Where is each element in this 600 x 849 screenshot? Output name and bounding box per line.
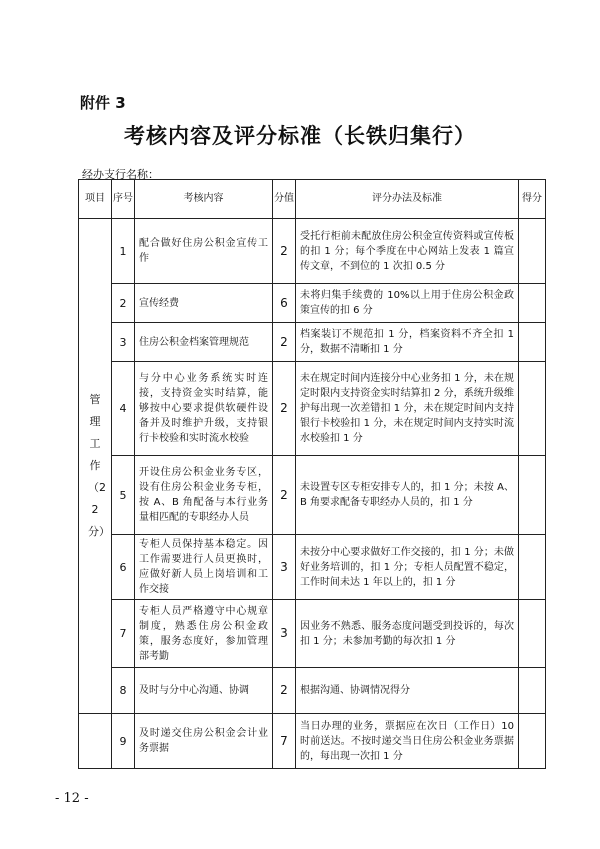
table-row xyxy=(79,284,546,323)
row-score: 2 xyxy=(273,219,296,284)
header-seq: 序号 xyxy=(112,180,135,219)
row-got xyxy=(519,668,546,714)
header-score: 分值 xyxy=(273,180,296,219)
row-score: 6 xyxy=(273,284,296,323)
category-cell-continued xyxy=(79,714,112,769)
category-cell xyxy=(79,219,112,714)
page-title: 考核内容及评分标准（长铁归集行） xyxy=(124,123,476,148)
row-content: 宣传经费 xyxy=(135,284,273,323)
row-content: 专柜人员严格遵守中心规章制度，熟悉住房公积金政策，服务态度好，参加管理部考勤 xyxy=(135,600,273,668)
attachment-label: 附件 3 xyxy=(80,94,126,112)
row-got xyxy=(519,535,546,600)
header-method: 评分办法及标准 xyxy=(296,180,519,219)
row-got xyxy=(519,600,546,668)
row-got xyxy=(519,323,546,362)
row-score: 3 xyxy=(273,535,296,600)
row-score: 2 xyxy=(273,362,296,456)
header-category: 项目 xyxy=(79,180,112,219)
row-seq: 8 xyxy=(112,668,135,714)
row-method: 未将归集手续费的 10%以上用于住房公积金政策宣传的扣 6 分 xyxy=(296,284,519,323)
branch-name-label: 经办支行名称： xyxy=(82,168,159,181)
table-row xyxy=(79,456,546,535)
row-method: 未在规定时间内连接分中心业务扣 1 分，未在规定时限内支持资金实时结算扣 2 分，系统升级维护每出现一次差错扣 1 分，未在规定时间内支持银行卡校验扣 1 分，未在规定时间内支持实时流水校验扣 1 分 xyxy=(296,362,519,456)
row-content: 专柜人员保持基本稳定。因工作需要进行人员更换时，应做好新人员上岗培训和工作交接 xyxy=(135,535,273,600)
row-got xyxy=(519,456,546,535)
row-got xyxy=(519,362,546,456)
table-row xyxy=(79,714,546,769)
table-row xyxy=(79,362,546,456)
row-got xyxy=(519,219,546,284)
table-row xyxy=(79,600,546,668)
row-got xyxy=(519,284,546,323)
row-seq: 7 xyxy=(112,600,135,668)
row-seq: 1 xyxy=(112,219,135,284)
row-method: 未按分中心要求做好工作交接的，扣 1 分；未做好业务培训的，扣 1 分；专柜人员配置不稳定，工作时间未达 1 年以上的，扣 1 分 xyxy=(296,535,519,600)
row-seq: 3 xyxy=(112,323,135,362)
row-score: 2 xyxy=(273,323,296,362)
header-got: 得分 xyxy=(519,180,546,219)
row-content: 配合做好住房公积金宣传工作 xyxy=(135,219,273,284)
row-content: 开设住房公积金业务专区，设有住房公积金业务专柜，按 A、B 角配备与本行业务量相匹配的专职经办人员 xyxy=(135,456,273,535)
row-content: 与分中心业务系统实时连接，支持资金实时结算，能够按中心要求提供软硬件设备并及时维护升级，支持银行卡校验和实时流水校验 xyxy=(135,362,273,456)
row-method: 受托行柜前未配放住房公积金宣传资料或宣传板的扣 1 分；每个季度在中心网站上发表 1 篇宣传文章，不到位的 1 次扣 0.5 分 xyxy=(296,219,519,284)
assessment-table xyxy=(78,179,546,769)
row-score: 7 xyxy=(273,714,296,769)
row-method: 未设置专区专柜安排专人的，扣 1 分；未按 A、B 角要求配备专职经办人员的，扣 1 分 xyxy=(296,456,519,535)
category-label: 管理工作（22分） xyxy=(88,393,110,538)
row-seq: 4 xyxy=(112,362,135,456)
row-method: 根据沟通、协调情况得分 xyxy=(296,668,519,714)
table-row xyxy=(79,219,546,284)
row-seq: 6 xyxy=(112,535,135,600)
row-content: 及时与分中心沟通、协调 xyxy=(135,668,273,714)
row-got xyxy=(519,714,546,769)
table-header-row xyxy=(79,180,546,219)
row-seq: 9 xyxy=(112,714,135,769)
row-seq: 5 xyxy=(112,456,135,535)
row-content: 及时递交住房公积金会计业务票据 xyxy=(135,714,273,769)
table-row xyxy=(79,535,546,600)
table-row xyxy=(79,668,546,714)
page-number: - 12 - xyxy=(55,791,89,806)
row-method: 档案装订不规范扣 1 分，档案资料不齐全扣 1 分，数据不清晰扣 1 分 xyxy=(296,323,519,362)
row-score: 3 xyxy=(273,600,296,668)
header-content: 考核内容 xyxy=(135,180,273,219)
row-method: 因业务不熟悉、服务态度问题受到投诉的，每次扣 1 分；未参加考勤的每次扣 1 分 xyxy=(296,600,519,668)
row-content: 住房公积金档案管理规范 xyxy=(135,323,273,362)
table-row xyxy=(79,323,546,362)
row-score: 2 xyxy=(273,668,296,714)
row-method: 当日办理的业务，票据应在次日（工作日）10 时前送达。不按时递交当日住房公积金业务票据的，每出现一次扣 1 分 xyxy=(296,714,519,769)
row-score: 2 xyxy=(273,456,296,535)
row-seq: 2 xyxy=(112,284,135,323)
